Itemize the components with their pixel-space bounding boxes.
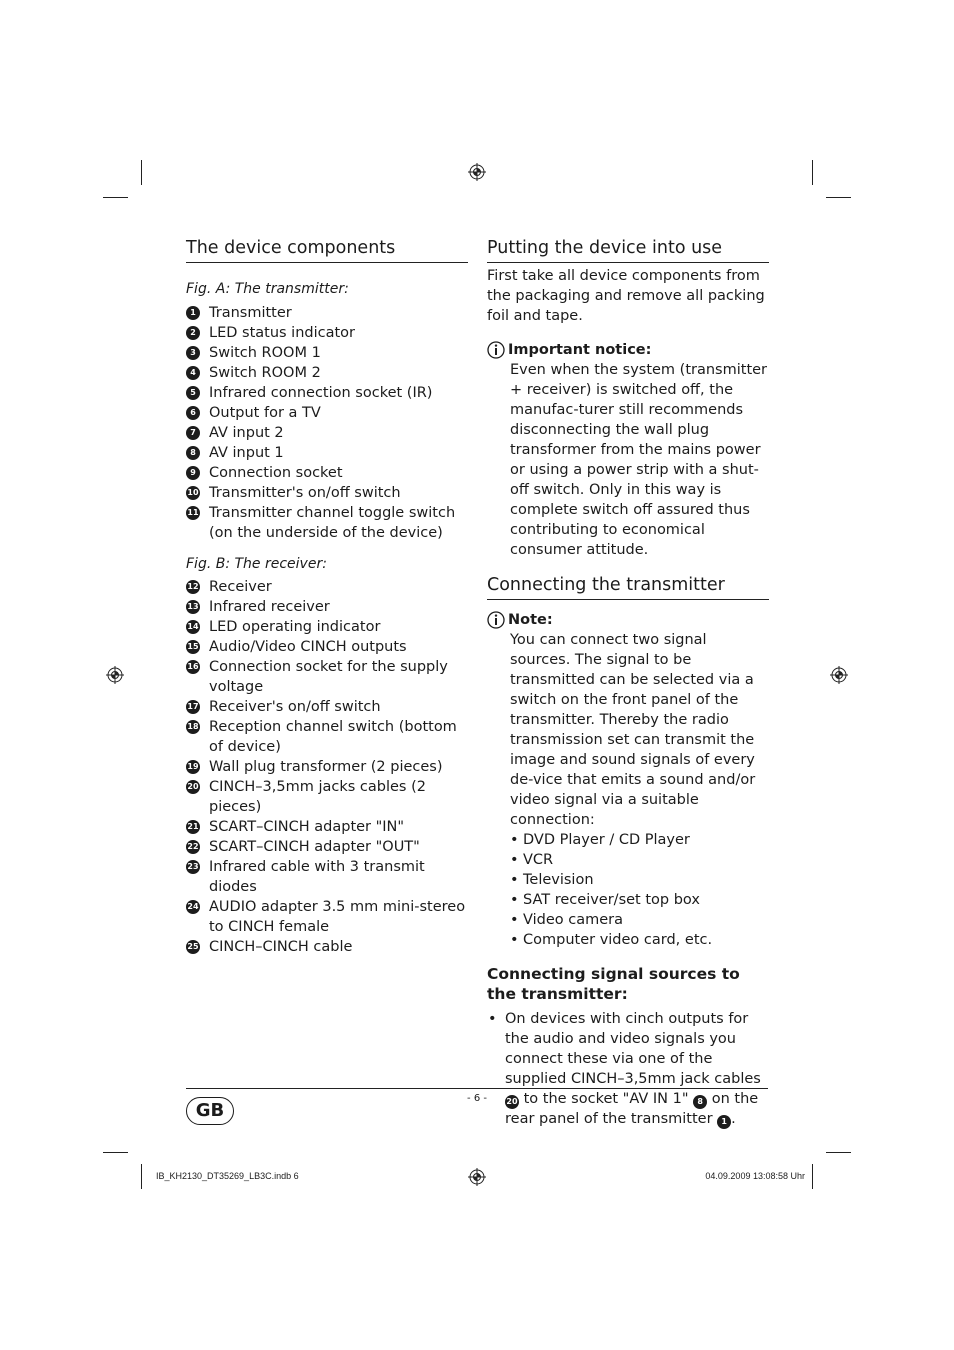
ref-number-badge: 1: [717, 1115, 731, 1129]
component-label: Transmitter's on/off switch: [209, 485, 401, 501]
print-slug-file: IB_KH2130_DT35269_LB3C.indb 6: [156, 1171, 299, 1181]
crop-mark: [141, 160, 142, 185]
crop-mark: [103, 197, 128, 198]
component-item: [186, 837, 468, 857]
component-number-badge: 1: [186, 306, 200, 320]
component-number-badge: 12: [186, 580, 200, 594]
signal-source-item: • Television: [510, 870, 769, 890]
info-icon: [487, 611, 505, 629]
component-number-badge: 5: [186, 386, 200, 400]
component-number-badge: 16: [186, 660, 200, 674]
section-heading-putting-into-use: Putting the device into use: [487, 238, 769, 263]
crop-mark: [103, 1152, 128, 1153]
ref-number-badge: 20: [505, 1095, 519, 1109]
component-label: Receiver: [209, 579, 272, 595]
component-item: [186, 857, 468, 897]
registration-mark-icon: [830, 666, 848, 684]
component-label: Receiver's on/off switch: [209, 699, 381, 715]
component-number-badge: 17: [186, 700, 200, 714]
component-item: [186, 363, 468, 383]
component-label: SCART–CINCH adapter "OUT": [209, 839, 420, 855]
component-label: Switch ROOM 2: [209, 365, 321, 381]
component-item: [186, 697, 468, 717]
receiver-components-list: [186, 577, 468, 957]
component-item: [186, 897, 468, 937]
component-item: [186, 423, 468, 443]
component-number-badge: 20: [186, 780, 200, 794]
signal-source-item: • DVD Player / CD Player: [510, 830, 769, 850]
registration-mark-icon: [106, 666, 124, 684]
component-number-badge: 23: [186, 860, 200, 874]
signal-source-item: • VCR: [510, 850, 769, 870]
registration-mark-icon: [468, 1168, 486, 1186]
footer-rule: [186, 1088, 768, 1089]
component-item: [186, 717, 468, 757]
crop-mark: [812, 1164, 813, 1189]
component-number-badge: 4: [186, 366, 200, 380]
transmitter-components-list: [186, 303, 468, 543]
note: [487, 610, 769, 950]
crop-mark: [141, 1164, 142, 1189]
component-label: SCART–CINCH adapter "IN": [209, 819, 405, 835]
component-label: Transmitter channel toggle switch (on the underside of the device): [209, 505, 456, 541]
component-number-badge: 15: [186, 640, 200, 654]
component-item: [186, 463, 468, 483]
component-number-badge: 13: [186, 600, 200, 614]
signal-source-item: • Computer video card, etc.: [510, 930, 769, 950]
figure-caption-transmitter: Fig. A: The transmitter:: [186, 281, 349, 297]
component-item: [186, 617, 468, 637]
component-label: CINCH–3,5mm jacks cables (2 pieces): [209, 779, 426, 815]
component-item: [186, 597, 468, 617]
language-badge: GB: [186, 1097, 234, 1125]
section-heading-connecting-transmitter: Connecting the transmitter: [487, 575, 769, 600]
component-item: [186, 577, 468, 597]
component-label: Transmitter: [209, 305, 292, 321]
section-heading-components: The device components: [186, 238, 468, 263]
connection-step: • On devices with cinch outputs for the audio and video signals you connect these via one of the supplied CINCH–3,5mm jack cables 20 to the socket "AV IN 1" 8 on the rear panel of the transmitter 1 .: [488, 1009, 769, 1129]
note-label: Note:: [508, 612, 553, 628]
component-number-badge: 21: [186, 820, 200, 834]
registration-mark-icon: [468, 163, 486, 181]
component-number-badge: 22: [186, 840, 200, 854]
important-notice-text: Even when the system (transmitter + receiver) is switched off, the manufac-turer still recommends disconnecting the wall plug transformer from the mains power or using a power strip with a shut-off switch. Only in this way is complete switch off assured thus contributing to economical consumer attitude.: [510, 362, 768, 558]
important-notice: [487, 340, 769, 560]
component-label: Output for a TV: [209, 405, 321, 421]
component-item: [186, 637, 468, 657]
component-label: Infrared connection socket (IR): [209, 385, 433, 401]
component-label: Infrared receiver: [209, 599, 330, 615]
component-label: Infrared cable with 3 transmit diodes: [209, 859, 425, 895]
component-number-badge: 6: [186, 406, 200, 420]
signal-sources-list: [510, 830, 769, 950]
component-item: [186, 383, 468, 403]
component-item: [186, 817, 468, 837]
component-number-badge: 24: [186, 900, 200, 914]
component-item: [186, 323, 468, 343]
right-column: [487, 238, 769, 1129]
signal-source-item: • Video camera: [510, 910, 769, 930]
signal-source-item: • SAT receiver/set top box: [510, 890, 769, 910]
connection-steps-list: [488, 1009, 769, 1129]
important-notice-label: Important notice:: [508, 342, 652, 358]
component-label: AUDIO adapter 3.5 mm mini-stereo to CINCH female: [209, 899, 466, 935]
crop-mark: [826, 197, 851, 198]
crop-mark: [812, 160, 813, 185]
component-label: Switch ROOM 1: [209, 345, 321, 361]
component-label: Connection socket: [209, 465, 343, 481]
left-column: [186, 238, 468, 957]
figure-caption-receiver: Fig. B: The receiver:: [186, 556, 327, 572]
component-number-badge: 19: [186, 760, 200, 774]
page-number: - 6 -: [467, 1093, 487, 1104]
note-text: You can connect two signal sources. The signal to be transmitted can be selected via a switch on the front panel of the transmitter. Thereby the radio transmission set can transmit the image and sound signals of every de-vice that emits a sound and/or video signal via a suitable connection:: [510, 632, 756, 828]
print-slug-date: 04.09.2009 13:08:58 Uhr: [705, 1171, 805, 1181]
component-item: [186, 443, 468, 463]
component-item: [186, 777, 468, 817]
component-number-badge: 9: [186, 466, 200, 480]
component-label: CINCH–CINCH cable: [209, 939, 353, 955]
component-label: Audio/Video CINCH outputs: [209, 639, 407, 655]
component-number-badge: 14: [186, 620, 200, 634]
component-number-badge: 11: [186, 506, 200, 520]
component-item: [186, 483, 468, 503]
component-label: Connection socket for the supply voltage: [209, 659, 448, 695]
component-item: [186, 757, 468, 777]
component-number-badge: 10: [186, 486, 200, 500]
component-item: [186, 937, 468, 957]
component-label: LED status indicator: [209, 325, 356, 341]
info-icon: [487, 341, 505, 359]
component-label: AV input 1: [209, 445, 284, 461]
component-number-badge: 18: [186, 720, 200, 734]
ref-number-badge: 8: [693, 1095, 707, 1109]
component-item: [186, 657, 468, 697]
component-number-badge: 3: [186, 346, 200, 360]
crop-mark: [826, 1152, 851, 1153]
component-label: LED operating indicator: [209, 619, 381, 635]
component-number-badge: 2: [186, 326, 200, 340]
component-item: [186, 403, 468, 423]
component-item: [186, 303, 468, 323]
component-number-badge: 7: [186, 426, 200, 440]
component-label: AV input 2: [209, 425, 284, 441]
component-item: [186, 503, 468, 543]
component-item: [186, 343, 468, 363]
component-number-badge: 25: [186, 940, 200, 954]
subheading-connecting-signal-sources: Connecting signal sources to the transmitter:: [487, 965, 740, 1003]
component-number-badge: 8: [186, 446, 200, 460]
component-label: Wall plug transformer (2 pieces): [209, 759, 443, 775]
intro-paragraph: First take all device components from the packaging and remove all packing foil and tape.: [487, 268, 765, 324]
component-label: Reception channel switch (bottom of device): [209, 719, 457, 755]
